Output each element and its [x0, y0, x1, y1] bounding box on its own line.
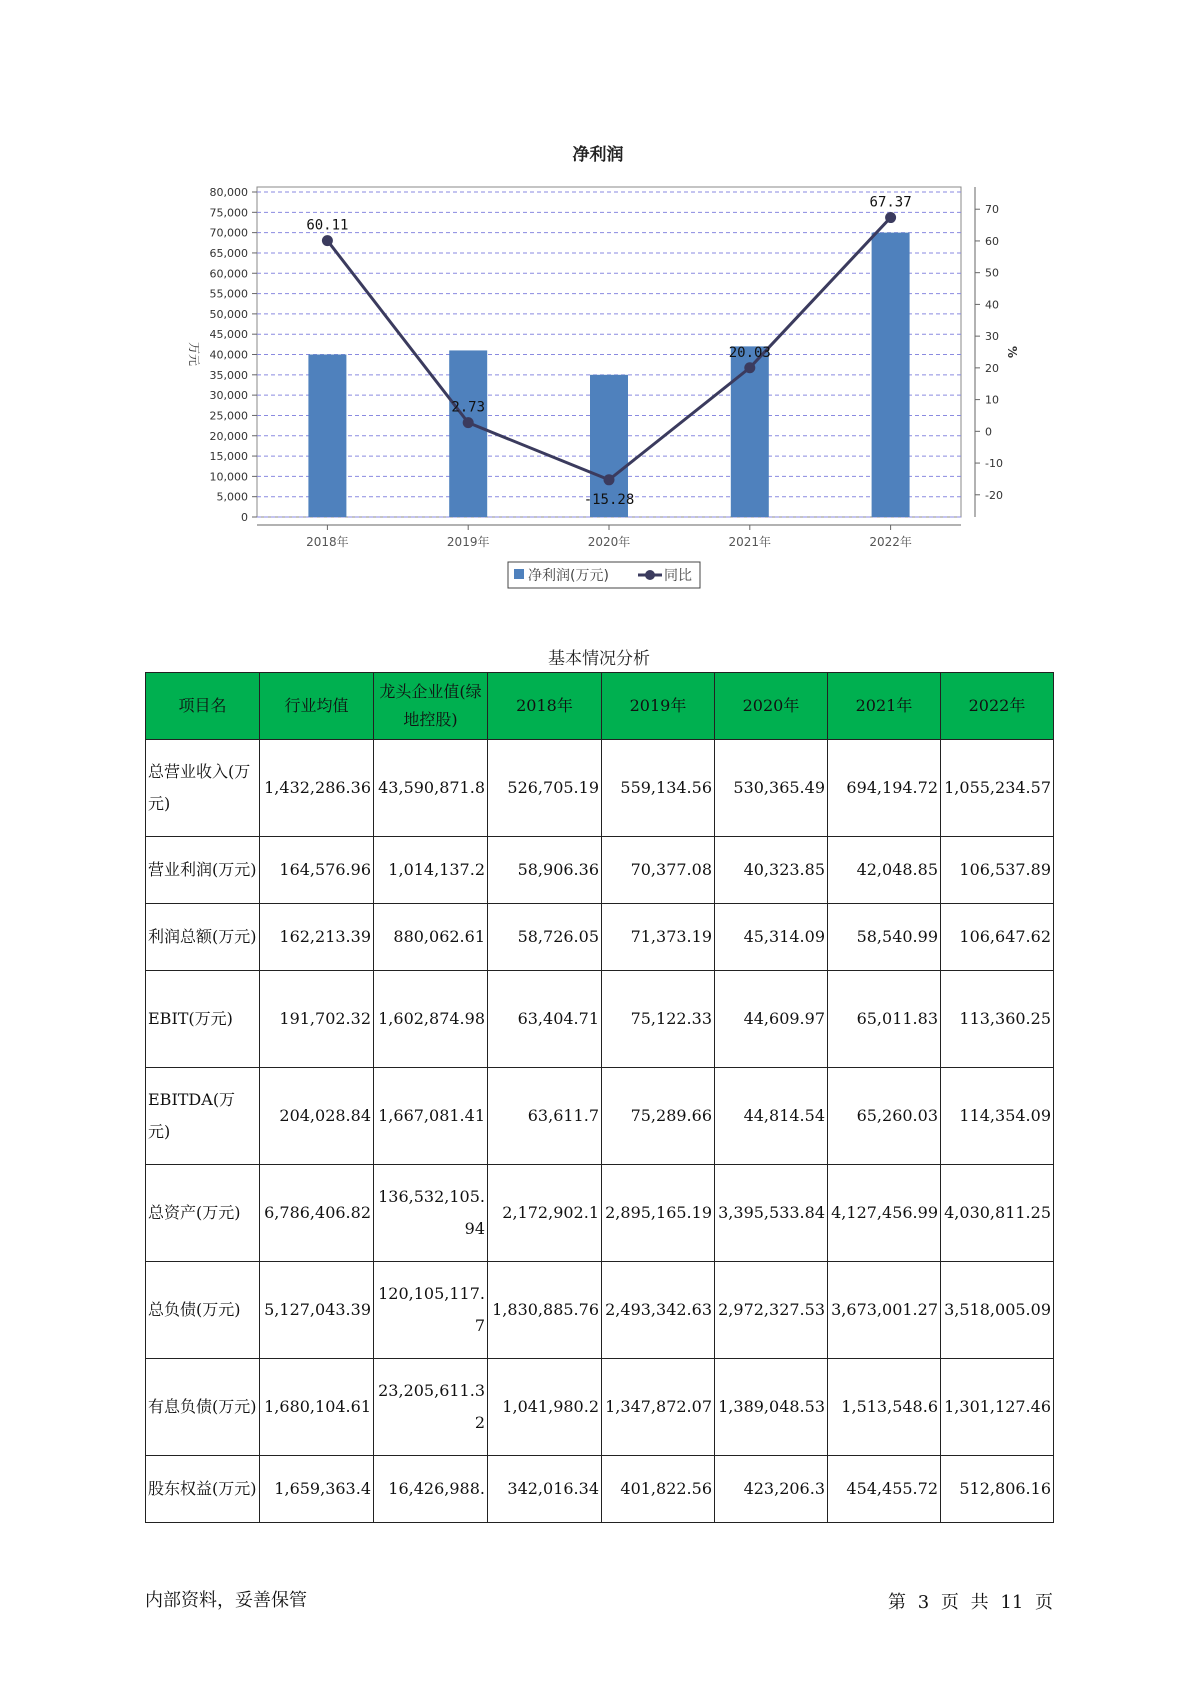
y-tick-label-right: 10 — [985, 393, 999, 407]
table-cell: 1,014,137.2 — [374, 837, 488, 904]
table-cell: 106,537.89 — [941, 837, 1054, 904]
table-cell: 164,576.96 — [260, 837, 374, 904]
table-cell: 75,289.66 — [602, 1068, 715, 1165]
table-cell: 113,360.25 — [941, 971, 1054, 1068]
footer-confidential: 内部资料，妥善保管 — [145, 1590, 307, 1611]
y-tick-label-right: 60 — [985, 234, 999, 248]
table-row — [146, 1068, 1054, 1165]
table-cell: 44,609.97 — [715, 971, 828, 1068]
col-header: 项目名 — [146, 673, 260, 740]
table-cell: 58,540.99 — [828, 904, 941, 971]
table-cell: 530,365.49 — [715, 740, 828, 837]
table-cell: 65,011.83 — [828, 971, 941, 1068]
y-tick-label-left: 15,000 — [209, 450, 248, 464]
table-cell: 6,786,406.82 — [260, 1165, 374, 1262]
table-cell: 1,041,980.2 — [488, 1359, 602, 1456]
table-row — [146, 971, 1054, 1068]
table-cell: 559,134.56 — [602, 740, 715, 837]
point-yoy — [744, 362, 755, 373]
y-tick-label-left: 75,000 — [209, 206, 248, 220]
table-cell: 512,806.16 — [941, 1456, 1054, 1523]
row-label: 总资产(万元) — [146, 1165, 260, 1262]
table-cell: 5,127,043.39 — [260, 1262, 374, 1359]
table-cell: 58,906.36 — [488, 837, 602, 904]
x-tick-label: 2022年 — [869, 535, 912, 549]
table-row — [146, 904, 1054, 971]
table-cell: 1,667,081.41 — [374, 1068, 488, 1165]
table-cell: 120,105,117.7 — [374, 1262, 488, 1359]
row-label: EBIT(万元) — [146, 971, 260, 1068]
table-header-row — [146, 673, 1054, 740]
y-tick-label-left: 40,000 — [209, 348, 248, 362]
data-label-yoy: 67.37 — [869, 194, 912, 211]
table-cell: 191,702.32 — [260, 971, 374, 1068]
bar-net-profit — [308, 355, 346, 518]
table-cell: 1,432,286.36 — [260, 740, 374, 837]
table-cell: 40,323.85 — [715, 837, 828, 904]
col-header: 行业均值 — [260, 673, 374, 740]
y-tick-label-left: 50,000 — [209, 307, 248, 321]
bar-net-profit — [449, 350, 487, 517]
y-tick-label-right: 40 — [985, 298, 999, 312]
net-profit-chart — [0, 0, 1191, 600]
data-label-yoy: -15.28 — [583, 491, 635, 508]
y-tick-label-left: 10,000 — [209, 470, 248, 484]
table-cell: 42,048.85 — [828, 837, 941, 904]
table-cell: 4,030,811.25 — [941, 1165, 1054, 1262]
point-yoy — [604, 474, 615, 485]
x-tick-label: 2019年 — [446, 535, 490, 549]
col-header: 2022年 — [941, 673, 1054, 740]
table-cell: 1,513,548.6 — [828, 1359, 941, 1456]
table-cell: 454,455.72 — [828, 1456, 941, 1523]
table-cell: 1,659,363.4 — [260, 1456, 374, 1523]
table-row — [146, 1359, 1054, 1456]
row-label: 有息负债(万元) — [146, 1359, 260, 1456]
y-tick-label-left: 55,000 — [209, 287, 248, 301]
y-tick-label-right: 50 — [985, 266, 999, 280]
table-cell: 1,602,874.98 — [374, 971, 488, 1068]
y-axis-right-title: % — [1005, 345, 1019, 359]
table-cell: 1,389,048.53 — [715, 1359, 828, 1456]
table-cell: 3,673,001.27 — [828, 1262, 941, 1359]
y-tick-label-right: -20 — [985, 488, 1003, 502]
y-tick-label-right: -10 — [985, 457, 1003, 471]
row-label: EBITDA(万元) — [146, 1068, 260, 1165]
table-cell: 401,822.56 — [602, 1456, 715, 1523]
data-label-yoy: 20.03 — [728, 344, 771, 361]
legend-net-profit: 净利润(万元) — [528, 568, 609, 584]
table-cell: 3,518,005.09 — [941, 1262, 1054, 1359]
table-cell: 65,260.03 — [828, 1068, 941, 1165]
data-label-yoy: 60.11 — [306, 217, 349, 234]
table-cell: 526,705.19 — [488, 740, 602, 837]
table-row — [146, 837, 1054, 904]
footer-page-number: 第 3 页 共 11 页 — [888, 1592, 1053, 1613]
x-tick-label: 2021年 — [728, 535, 772, 549]
y-axis-left-title: 万元 — [187, 341, 201, 367]
col-header: 2020年 — [715, 673, 828, 740]
table-cell: 1,347,872.07 — [602, 1359, 715, 1456]
point-yoy — [463, 417, 474, 428]
table-cell: 16,426,988. — [374, 1456, 488, 1523]
y-tick-label-left: 30,000 — [209, 389, 248, 403]
table-cell: 880,062.61 — [374, 904, 488, 971]
table-cell: 3,395,533.84 — [715, 1165, 828, 1262]
table-cell: 694,194.72 — [828, 740, 941, 837]
table-cell: 45,314.09 — [715, 904, 828, 971]
y-tick-label-right: 20 — [985, 361, 999, 375]
y-tick-label-left: 65,000 — [209, 246, 248, 260]
y-tick-label-left: 0 — [241, 511, 248, 524]
table-cell: 2,493,342.63 — [602, 1262, 715, 1359]
col-header: 2019年 — [602, 673, 715, 740]
y-tick-label-right: 70 — [985, 203, 999, 217]
table-cell: 1,680,104.61 — [260, 1359, 374, 1456]
table-caption: 基本情况分析 — [548, 649, 650, 669]
bar-net-profit — [872, 233, 910, 517]
data-label-yoy: 2.73 — [451, 399, 486, 416]
row-label: 营业利润(万元) — [146, 837, 260, 904]
chart-legend — [508, 562, 700, 588]
table-cell: 63,611.7 — [488, 1068, 602, 1165]
basic-analysis-table — [145, 672, 1054, 1523]
table-cell: 162,213.39 — [260, 904, 374, 971]
legend-swatch-net-profit — [514, 569, 524, 579]
y-tick-label-left: 60,000 — [209, 267, 248, 281]
y-tick-label-left: 45,000 — [209, 328, 248, 342]
y-tick-label-right: 30 — [985, 330, 999, 344]
point-yoy — [322, 235, 333, 246]
table-cell: 114,354.09 — [941, 1068, 1054, 1165]
x-tick-label: 2020年 — [587, 535, 631, 549]
table-cell: 1,301,127.46 — [941, 1359, 1054, 1456]
table-cell: 75,122.33 — [602, 971, 715, 1068]
table-row — [146, 740, 1054, 837]
col-header: 2021年 — [828, 673, 941, 740]
row-label: 股东权益(万元) — [146, 1456, 260, 1523]
point-yoy — [885, 212, 896, 223]
table-row — [146, 1165, 1054, 1262]
x-tick-label: 2018年 — [306, 535, 349, 549]
table-cell: 106,647.62 — [941, 904, 1054, 971]
table-cell: 44,814.54 — [715, 1068, 828, 1165]
table-cell: 2,895,165.19 — [602, 1165, 715, 1262]
table-row — [146, 1456, 1054, 1523]
table-cell: 63,404.71 — [488, 971, 602, 1068]
table-cell: 23,205,611.32 — [374, 1359, 488, 1456]
table-cell: 2,972,327.53 — [715, 1262, 828, 1359]
table-cell: 58,726.05 — [488, 904, 602, 971]
table-cell: 71,373.19 — [602, 904, 715, 971]
y-tick-label-left: 5,000 — [216, 490, 248, 504]
col-header: 龙头企业值(绿地控股) — [374, 673, 488, 740]
table-cell: 70,377.08 — [602, 837, 715, 904]
table-cell: 1,055,234.57 — [941, 740, 1054, 837]
chart-title: 净利润 — [572, 145, 624, 165]
table-cell: 342,016.34 — [488, 1456, 602, 1523]
row-label: 利润总额(万元) — [146, 904, 260, 971]
table-cell: 423,206.3 — [715, 1456, 828, 1523]
y-tick-label-left: 20,000 — [209, 429, 248, 443]
y-tick-label-left: 25,000 — [209, 409, 248, 423]
table-cell: 204,028.84 — [260, 1068, 374, 1165]
y-tick-label-left: 35,000 — [209, 368, 248, 382]
table-cell: 43,590,871.8 — [374, 740, 488, 837]
row-label: 总营业收入(万元) — [146, 740, 260, 837]
table-cell: 136,532,105.94 — [374, 1165, 488, 1262]
y-tick-label-left: 70,000 — [209, 226, 248, 240]
table-cell: 2,172,902.1 — [488, 1165, 602, 1262]
table-cell: 4,127,456.99 — [828, 1165, 941, 1262]
y-tick-label-right: 0 — [985, 425, 992, 439]
table-cell: 1,830,885.76 — [488, 1262, 602, 1359]
legend-marker-yoy — [645, 570, 655, 580]
table-row — [146, 1262, 1054, 1359]
legend-yoy: 同比 — [664, 568, 692, 584]
y-tick-label-left: 80,000 — [209, 186, 248, 199]
col-header: 2018年 — [488, 673, 602, 740]
row-label: 总负债(万元) — [146, 1262, 260, 1359]
